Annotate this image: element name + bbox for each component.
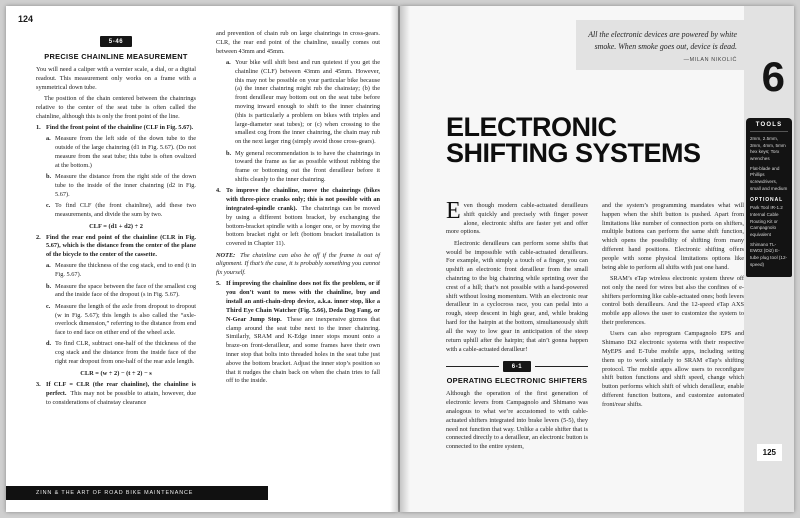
paragraph: The position of the chain centered between the chainrings relative to the center of the seat tube is often called the chainline, although this is only the front point of the line. [36,94,196,120]
tool-item: Flat-blade and Phillips screwdrivers, small and medium [750,165,788,191]
paragraph [446,198,588,237]
subitem-text: Your bike will shift best and run quietest if you get the chainline (CLF) between 43mm and 45mm. However, this may not be possible on your particular bike because (a) the inner chainring might rub the chainstay; (b) the front derailleur may bottom out on the seat tube before moving inward enough to shift to the inner chainring (this is particularly a problem on bikes with triples and large-diameter seat tubes); or (c) when crossing to the smallest cog from the inner chainring, the chain may rub on the next larger ring (simply avoid those cross-gears). [235,58,380,146]
paragraph: Users can also reprogram Campagnolo EPS and Shimano Di2 electronic systems with their respective MyEPS and E-Tube mobile apps, including setting them up to work similarly to SRAM eTap’s shifting protocol. The mobile apps allow users to reconfigure shift button functions and shift speed, change which button performs which shift of which derailleur, enable different function buttons, and customize automated front/rear shifts. [602,330,744,408]
subitem-text: Measure the length of the axle from dropout to dropout (w in Fig. 5.67); this length is also called the “axle-overlock dimension,” referring to the distance from end face to end face on either end of the wheel axle. [55,302,196,337]
chapter-title [446,112,746,169]
item-text: These are inexpensive gizmos that clamp around the seat tube next to the inner chainring. Similarly, SRAM and K-Edge inner stops mount onto a braze-on front-derailleur, and some frames have their own inner stop that bolts into threaded holes in the seat tube just above the bottom bracket. Adjust the inner stop’s position so that it nudges the chain back on when the chain tries to fall off to the inside. [226,315,380,385]
subitem-text: Measure the thickness of the cog stack, end to end (t in Fig. 5.67). [55,262,196,279]
right-page-number: 125 [757,444,782,461]
item-lead: If CLF = CLR (the rear chainline), the chainline is perfect. [46,380,196,397]
list-subitem [46,262,196,280]
chapter-title-line2: SHIFTING SYSTEMS [446,138,701,169]
epigraph-quote: All the electronic devices are powered by white smoke. When smoke goes out, device is dead. [588,30,737,51]
list-item-4 [216,187,380,249]
tools-optional-header: OPTIONAL [750,197,784,204]
right-column-2 [602,202,744,412]
rule-line [535,366,588,367]
subitem-letter: c. [46,302,51,310]
item-number: 2. [36,233,41,241]
book-footer-title: ZINN & THE ART OF ROAD BIKE MAINTENANCE [36,490,194,496]
list-subitem [46,283,196,301]
section-heading: PRECISE CHAINLINE MEASUREMENT [44,52,188,61]
chapter-title-line1: ELECTRONIC [446,112,617,142]
subitem-letter: a. [226,58,231,66]
formula-rear-chainline: CLR = (w ÷ 2) − (t ÷ 2) − s [80,369,152,377]
paragraph: SRAM’s eTap wireless electronic system threw off not only the need for wires but also the confines of e-shifters performing like cable-actuated ones; both levers control both derailleurs. And the 12-speed eTap AXS mobile app allows the user to customize the system to their preferences. [602,275,744,327]
subitem-letter: b. [226,149,232,157]
list-subitem [46,135,196,170]
subitem-letter: c. [46,201,51,209]
tool-item: Shimano TL-EW02 (Di2) E-tube plug tool (12-speed) [750,241,788,267]
tools-header: TOOLS [750,122,788,132]
paragraph-continuation: and the system’s programming mandates what will happen when the shift button is pushed. Apart from limitations like number of connection ports on shifters, multiple buttons can perform the same shift function, which opens the possibility of shifting from many different hand positions. Electronic shifting offers people with some physical limitations options like being able to perform all shifts with just one hand. [602,202,744,271]
subitem-letter: b. [46,282,52,290]
left-page-number: 124 [18,14,34,24]
subitem-text: My general recommendation is to have the chainrings in toward the frame as far as possible without rubbing the frame or bottoming out the front derailleur before it shifts cleanly to the inner chainring. [235,149,380,183]
item-lead: Find the rear end point of the chainline (CLR in Fig. 5.67), which is the distance from the center of the plane of the bicycle to the center of the cassette. [46,233,196,259]
note-text: The chainline can also be off if the frame is out of alignment. If that’s the case, it is probably something you cannot fix yourself. [216,251,380,277]
book-footer-bar [6,486,268,500]
chapter-number: 6 [761,53,785,100]
subitem-text: Measure the space between the face of the smallest cog and the inside face of the dropout (s in Fig. 5.67). [55,282,196,299]
section-heading: OPERATING ELECTRONIC SHIFTERS [446,376,588,386]
left-column-1 [36,36,196,410]
subitem-letter: a. [46,262,51,270]
section-badge-6-1: 6-1 [503,361,531,372]
subitem-letter: d. [46,340,52,348]
formula-front-chainline: CLF = (d1 + d2) ÷ 2 [89,222,143,230]
note-paragraph [216,252,380,278]
left-page [6,6,398,512]
list-item-1 [36,124,196,133]
section-badge-row [446,361,588,372]
tools-panel [746,118,792,277]
epigraph-attribution: —MILAN NIKOLIĆ [683,56,737,63]
item-text: This may not be possible to attain, however, due to considerations of chainstay clearance [46,389,196,406]
item-lead: Find the front point of the chainline (CLF in Fig. 5.67). [46,123,194,131]
list-subitem [46,202,196,220]
item-number: 3. [36,380,41,388]
item-lead: If improving the chainline does not fix the problem, or if you don’t want to mess with the chainline, buy and install an anti-chain-drop device, a.k.a. inner stop, like a Third Eye Chain Watcher (Fig. 5.66), Deda Dog Fang, or N-Gear Jump Stop. [226,280,380,323]
item-lead: To improve the chainline, move the chainrings (bikes with three-piece cranks only; this is not possible with an integrated-spindle crank). [226,187,380,212]
subitem-text: Measure the distance from the right side of the down tube to the inside of the inner chainring (d2 in Fig. 5.67). [55,172,196,198]
list-subitem [226,59,380,147]
item-number: 1. [36,123,41,131]
note-label: NOTE: [216,251,236,259]
list-item-5 [216,280,380,386]
list-subitem [226,150,380,185]
paragraph: Although the operation of the first generation of electronic levers from Campagnolo and Shimano was analogous to what we’re accustomed to with cable-actuated shifters integrated into brake levers (5-5), they need not function that way. Unlike a cable shifter that is connected directly to a derailleur, an electronic button is connected to the entire system, [446,390,588,451]
subitem-letter: a. [46,135,51,143]
subitem-text: Measure from the left side of the down tube to the outside of the large chainring (d1 in Fig. 5.67). (Do not measure from the seat tube; this tube is often ovalized at the bottom.) [55,135,196,169]
paragraph: You will need a caliper with a vernier scale, a dial, or a digital readout. This measurement only works on a frame with a symmetrical down tube. [36,66,196,91]
drop-cap: E [446,198,461,224]
list-subitem [46,303,196,338]
list-subitem [46,340,196,366]
left-column-2 [216,30,380,389]
tool-item: Park Tool IR-1.2 Internal Cable Routing Kit or Campagnolo equivalent [750,205,783,237]
rule-line [446,366,499,367]
item-number: 4. [216,187,221,195]
right-column-1 [446,198,588,455]
paragraph-text: ven though modern cable-actuated derailleurs shift quickly and precisely with finger power alone, electronic shifts are faster yet and offer more options. [446,202,588,236]
list-item-3 [36,381,196,407]
subitem-text: To find CLR, subtract one-half of the thickness of the cog stack and the distance from the inside face of the right rear dropout from one-half of the rear axle length. [55,340,196,366]
section-badge-5-46: 5-46 [100,36,132,47]
subitem-text: To find CLF (the front chainline), add these two measurements, and divide the sum by two. [55,201,196,218]
list-item-2 [36,234,196,260]
item-number: 5. [216,280,221,288]
list-subitem [46,173,196,199]
epigraph [576,20,746,70]
item-text: The chainrings can be moved by using a different bottom bracket, by exchanging the bottom-bracket spindle with a longer one, or by moving the bottom bracket right or left (bottom bracket installation is covered in Chapter 11). [226,204,380,248]
tool-item: 2mm, 2.5mm, 3mm, 4mm, 5mm hex keys; Torx wrenches [750,136,786,161]
right-page [400,6,794,512]
subitem-letter: b. [46,172,52,180]
paragraph-continuation: and prevention of chain rub on large chainrings in cross-gears. CLR, the rear end point of the chainline, usually comes out between 43mm and 45mm. [216,30,380,55]
paragraph: Electronic derailleurs can perform some shifts that would be impossible with cable-actuated derailleurs. For example, with simply a touch of a finger, you can upshift an electronic front derailleur from the small chainring to the big chainring while sprinting over the crest of a hill; that’s not possible with a hand-powered shift without losing momentum. With an electronic rear derailleur in a cyclocross race, you can pedal into a rough, steep descent in high gear, and, while braking hard for the hairpin at the bottom, simultaneously shift all the way to low gear in anticipation of the steep return uphill after the hairpin; that ain’t gonna happen with a cable-actuated derailleur! [446,239,588,353]
